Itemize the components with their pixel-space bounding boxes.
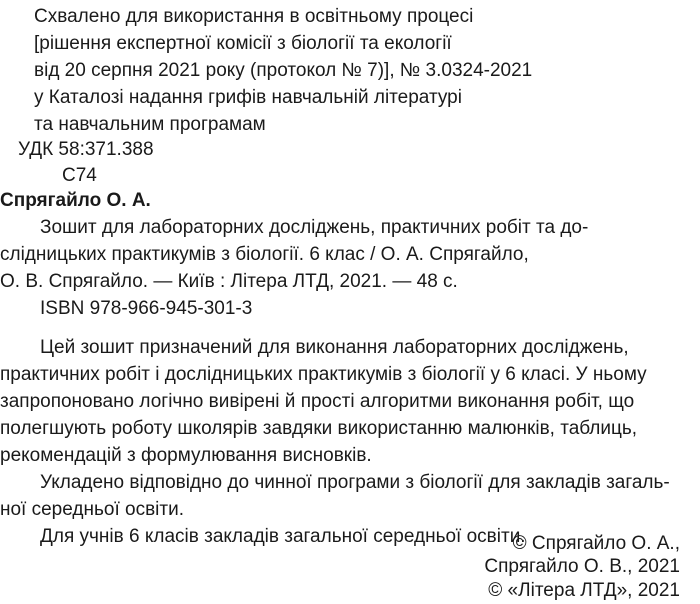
annotation-line: практичних робіт і дослідницьких практикумів з біології у 6 класі. У ньому — [0, 364, 647, 385]
copyright-line: © «Літера ЛТД», 2021 — [488, 580, 680, 601]
approval-line: [рішення експертної комісії з біології та екології — [34, 33, 452, 54]
bbk-code: С74 — [62, 165, 97, 186]
approval-line: та навчальним програмам — [34, 114, 266, 135]
approval-line: Схвалено для використання в освітньому процесі — [34, 6, 474, 27]
author-heading: Спрягайло О. А. — [0, 190, 151, 211]
bibliographic-description-line: слідницьких практикумів з біології. 6 клас / О. А. Спрягайло, — [0, 244, 529, 265]
bibliographic-description-line: Зошит для лабораторних досліджень, практичних робіт та до- — [40, 217, 589, 238]
curriculum-line: Укладено відповідно до чинної програми з біології для закладів загаль- — [40, 472, 670, 493]
annotation-line: рекомендацій з формулювання висновків. — [0, 445, 372, 466]
annotation-line: запропоновано логічно вивірені й прості алгоритми виконання робіт, що — [0, 391, 635, 412]
approval-line: від 20 серпня 2021 року (протокол № 7)], № 3.0324-2021 — [34, 60, 533, 81]
copyright-line: Спрягайло О. В., 2021 — [484, 556, 680, 577]
udk-code: УДК 58:371.388 — [18, 139, 154, 160]
annotation-line: полегшують роботу школярів завдяки використанню малюнків, таблиць, — [0, 418, 638, 439]
approval-line: у Каталозі надання грифів навчальній літературі — [34, 87, 462, 108]
annotation-line: Цей зошит призначений для виконання лабораторних досліджень, — [40, 337, 629, 358]
isbn: ISBN 978-966-945-301-3 — [40, 298, 253, 319]
bibliographic-description-line: О. В. Спрягайло. — Київ : Літера ЛТД, 2021. — 48 с. — [0, 271, 458, 292]
curriculum-line: ної середньої освіти. — [0, 499, 184, 520]
copyright-line: © Спрягайло О. А., — [512, 533, 680, 554]
audience-note: Для учнів 6 класів закладів загальної середньої освіти. — [40, 526, 526, 547]
